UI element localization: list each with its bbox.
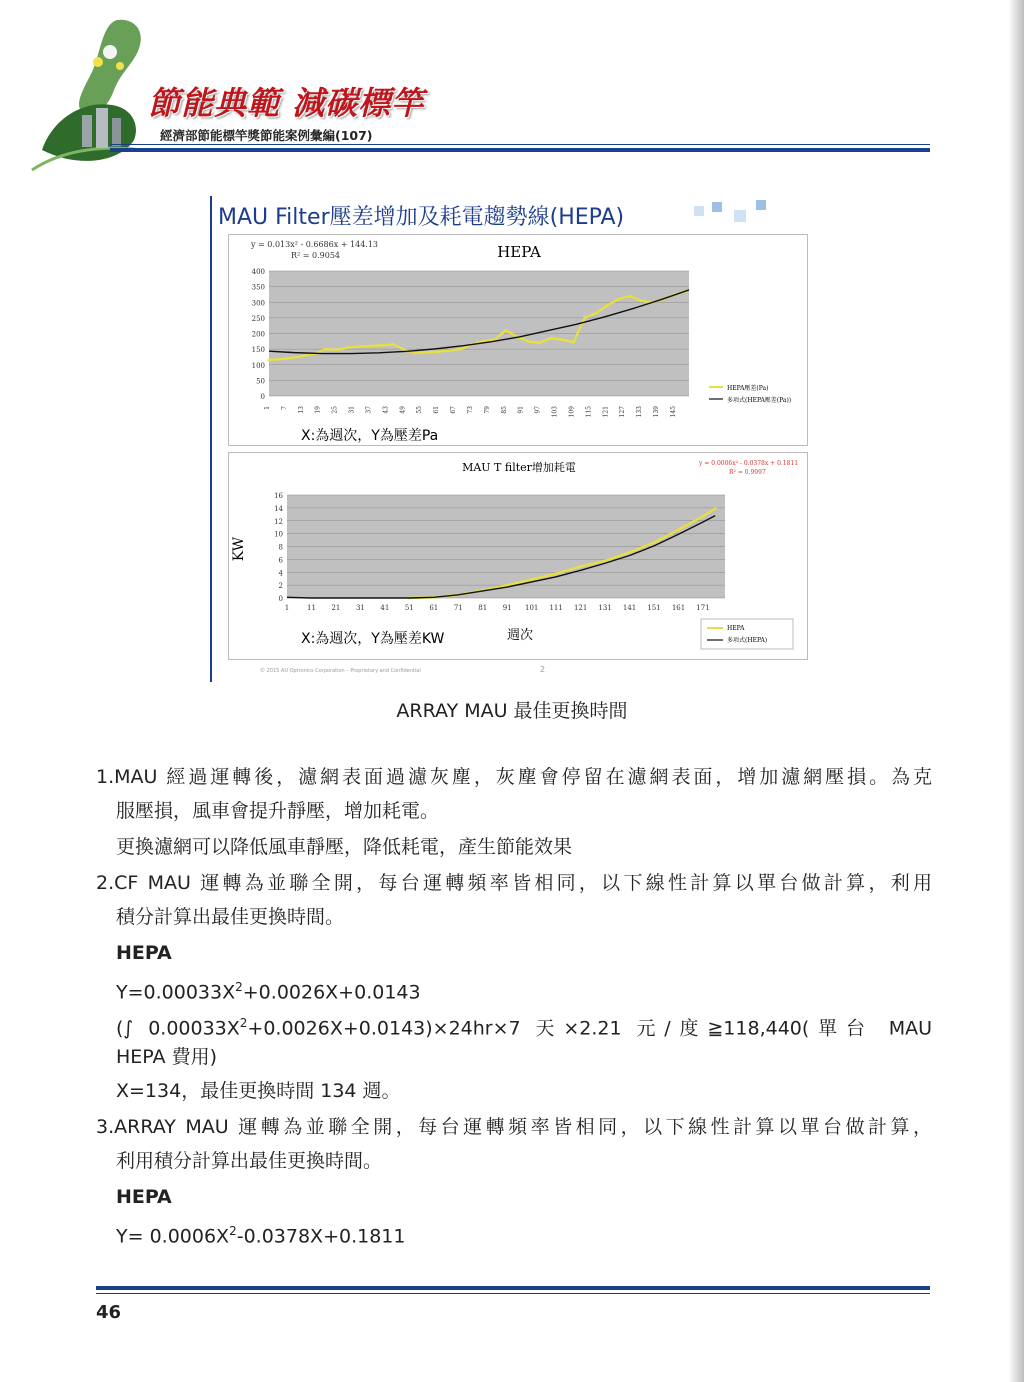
header-rule-thin xyxy=(110,144,930,145)
chart1-ytick-label: 100 xyxy=(251,361,265,370)
p2-line-a: 2.CF MAU 運轉為並聯全開，每台運轉頻率皆相同，以下線性計算以單台做計算，利用 xyxy=(96,872,932,894)
chart2-ytick-label: 16 xyxy=(274,492,283,500)
footer-rule-thin xyxy=(96,1293,930,1294)
chart1-data-point xyxy=(414,351,417,354)
chart2-xtick-label: 21 xyxy=(331,604,341,612)
chart2-data-point xyxy=(653,541,656,544)
figure-panel xyxy=(210,190,812,682)
chart1-data-point xyxy=(347,346,350,349)
decorative-squares xyxy=(694,198,784,224)
p3-line-a: 3.ARRAY MAU 運轉為並聯全開，每台運轉頻率皆相同，以下線性計算以單台做計算， xyxy=(96,1116,932,1138)
figure-title: MAU Filter壓差增加及耗電趨勢線(HEPA) xyxy=(218,205,625,230)
chart1-xtick-label: 103 xyxy=(551,406,559,418)
chart2-title: MAU T filter增加耗電 xyxy=(462,461,576,474)
chart1-xtick-label: 127 xyxy=(619,406,627,418)
chart1-xtick-label: 79 xyxy=(483,406,491,414)
chart1-data-point xyxy=(538,341,541,344)
chart2-legend-data: HEPA xyxy=(727,625,745,632)
chart1-data-point xyxy=(583,316,586,319)
chart1-legend xyxy=(709,384,791,404)
chart1-data-point xyxy=(549,337,552,340)
chart1-title: HEPA xyxy=(497,243,541,261)
chart2-ylabel: KW xyxy=(231,536,247,562)
chart2-ytick-label: 6 xyxy=(278,556,283,565)
chart1-ytick-label: 350 xyxy=(251,283,265,292)
chart2-ytick-label: 4 xyxy=(278,569,283,578)
p3-eq-part-b: -0.0378X+0.1811 xyxy=(236,1225,406,1248)
chart2-ytick-label: 10 xyxy=(274,530,283,539)
chart1-data-point xyxy=(380,344,383,347)
page-header xyxy=(0,0,1024,190)
p2-int-part-a: (∫ 0.00033X xyxy=(116,1017,240,1040)
p3-heading: HEPA xyxy=(116,1186,172,1208)
p2-integral-cont: HEPA 費用) xyxy=(116,1046,217,1068)
chart2-ytick-label: 0 xyxy=(278,595,283,603)
chart2-data-point xyxy=(604,559,607,562)
chart2-xtick-label: 61 xyxy=(429,604,439,612)
brand-title: 節能典範 減碳標竿 xyxy=(148,84,425,122)
chart1-xtick-label: 85 xyxy=(500,406,508,414)
chart2-xlabel: 週次 xyxy=(507,628,534,643)
chart2-xtick-label: 11 xyxy=(307,604,316,612)
chart1-ytick-label: 400 xyxy=(251,268,265,276)
chart2-data-point xyxy=(702,515,705,518)
chart1-ytick-label: 250 xyxy=(251,314,265,323)
chart2-equation: y = 0.0006x² - 0.0378x + 0.1811 xyxy=(699,460,799,467)
chart2-xtick-label: 111 xyxy=(549,604,563,612)
p2-eq-part-a: Y=0.00033X xyxy=(116,981,236,1004)
chart2-ytick-label: 14 xyxy=(274,504,283,513)
chart2-xtick-label: 51 xyxy=(404,604,414,612)
chart1-xtick-label: 139 xyxy=(652,406,660,418)
p1-line-a: 1.MAU 經過運轉後，濾網表面過濾灰塵，灰塵會停留在濾網表面，增加濾網壓損。為克 xyxy=(96,766,932,788)
chart1-data-point xyxy=(301,355,304,358)
chart1-legend-trend: 多項式(HEPA壓差(Pa)) xyxy=(727,397,792,404)
chart2-data-point xyxy=(506,584,509,587)
chart1-ytick-label: 200 xyxy=(251,330,265,339)
chart1-data-point xyxy=(504,329,507,332)
chart1-data-point xyxy=(617,298,620,301)
chart1-data-point xyxy=(324,348,327,351)
chart2-xtick-label: 41 xyxy=(380,604,390,612)
chart2-xtick-label: 161 xyxy=(671,604,686,612)
p2-int-sup: 2 xyxy=(239,1016,248,1030)
figure-footer-page: 2 xyxy=(540,665,546,674)
chart1-data-point xyxy=(527,340,530,343)
chart2-r-squared: R² = 0.9997 xyxy=(729,469,766,476)
chart2-xtick-label: 131 xyxy=(598,604,612,612)
chart1-data-point xyxy=(279,358,282,361)
header-rule-thick xyxy=(110,148,930,152)
p2-result: X=134，最佳更換時間 134 週。 xyxy=(116,1080,401,1102)
p2-equation xyxy=(116,970,421,1009)
chart1-xtick-label: 61 xyxy=(433,406,441,414)
p1-line-c: 更換濾網可以降低風車靜壓，降低耗電，產生節能效果 xyxy=(116,836,573,858)
mau-power-chart xyxy=(228,452,808,660)
figure-left-border xyxy=(210,196,212,682)
chart1-data-point xyxy=(437,350,440,353)
page-edge-shadow xyxy=(1008,0,1024,1382)
chart1-xtick-label: 55 xyxy=(416,406,424,414)
p3-eq-part-a: Y= 0.0006X xyxy=(116,1225,230,1248)
chart1-note: X:為週次，Y為壓差Pa xyxy=(301,428,439,444)
p2-integral xyxy=(116,1006,932,1045)
chart1-xtick-label: 13 xyxy=(297,406,305,414)
chart1-equation: y = 0.013x² - 0.6686x + 144.13 xyxy=(251,240,379,249)
chart1-data-point xyxy=(369,345,372,348)
chart2-legend-trend: 多項式(HEPA) xyxy=(727,637,768,644)
chart2-xtick-label: 91 xyxy=(502,604,512,612)
chart1-xtick-label: 97 xyxy=(534,406,542,414)
chart2-xtick-label: 171 xyxy=(696,604,710,612)
chart2-data-point xyxy=(579,565,582,568)
chart1-xtick-label: 49 xyxy=(399,406,407,414)
chart2-xtick-label: 151 xyxy=(647,604,661,612)
chart1-xtick-label: 37 xyxy=(365,406,373,414)
chart1-xtick-label: 115 xyxy=(585,406,593,418)
chart2-xtick-label: 81 xyxy=(478,604,488,612)
chart1-ytick-label: 50 xyxy=(256,377,265,386)
hepa-pressure-chart xyxy=(228,234,808,446)
chart1-xtick-label: 133 xyxy=(636,406,644,418)
chart1-xtick-label: 43 xyxy=(382,406,390,414)
chart2-note: X:為週次，Y為壓差KW xyxy=(301,631,445,647)
p2-int-part-b: +0.0026X+0.0143)×24hr×7 天×2.21 元/度≧118,440(單台 MAU xyxy=(247,1017,932,1040)
chart2-ytick-label: 2 xyxy=(278,582,283,591)
p3-line-b: 利用積分計算出最佳更換時間。 xyxy=(116,1150,383,1172)
chart2-xtick-label: 101 xyxy=(525,604,539,612)
p1-line-b: 服壓損，風車會提升靜壓，增加耗電。 xyxy=(116,800,440,822)
chart1-xtick-label: 91 xyxy=(517,406,525,414)
p3-eq-sup: 2 xyxy=(229,1224,237,1238)
chart1-xtick-label: 31 xyxy=(348,406,356,414)
chart1-data-point xyxy=(392,343,395,346)
chart2-xtick-label: 71 xyxy=(453,604,463,612)
chart1-xtick-label: 73 xyxy=(466,406,474,414)
chart1-data-point xyxy=(290,356,293,359)
chart1-xtick-label: 67 xyxy=(450,406,458,414)
chart2-xtick-label: 141 xyxy=(622,604,637,612)
chart1-data-point xyxy=(448,349,451,352)
chart1-data-point xyxy=(268,359,271,362)
chart2-ytick-label: 8 xyxy=(278,543,283,552)
chart1-data-point xyxy=(640,299,643,302)
p2-line-b: 積分計算出最佳更換時間。 xyxy=(116,906,345,928)
p2-eq-part-b: +0.0026X+0.0143 xyxy=(242,981,421,1004)
chart2-xtick-label: 31 xyxy=(355,604,365,612)
chart1-xtick-label: 1 xyxy=(264,406,271,410)
chart1-data-point xyxy=(606,304,609,307)
page-number: 46 xyxy=(96,1302,122,1323)
chart2-data-point xyxy=(555,572,558,575)
p2-eq-sup: 2 xyxy=(235,980,243,994)
chart2-data-point xyxy=(628,551,631,554)
chart1-xtick-label: 25 xyxy=(331,406,339,414)
chart1-data-point xyxy=(628,295,631,298)
chart1-data-point xyxy=(595,312,598,315)
chart1-r-squared: R² = 0.9054 xyxy=(291,251,341,260)
brand-subtitle: 經濟部節能標竿獎節能案例彙編(107) xyxy=(160,128,373,143)
chart1-ytick-label: 150 xyxy=(251,346,265,355)
chart1-ytick-label: 0 xyxy=(260,393,265,401)
p2-heading: HEPA xyxy=(116,942,172,964)
chart1-xtick-label: 7 xyxy=(280,406,288,410)
chart1-data-point xyxy=(459,348,462,351)
chart2-xtick-label: 1 xyxy=(284,604,290,612)
chart1-xtick-label: 121 xyxy=(602,406,610,418)
chart1-xtick-label: 19 xyxy=(314,406,322,414)
figure-footer-note: © 2015 AU Optronics Corporation – Proprietary and Confidential xyxy=(260,668,421,674)
chart1-xtick-label: 145 xyxy=(669,406,677,418)
chart2-ytick-label: 12 xyxy=(274,517,283,526)
chart2-data-point xyxy=(677,528,680,531)
chart2-legend xyxy=(701,619,793,649)
chart2-data-point xyxy=(530,578,533,581)
chart1-data-point xyxy=(335,348,338,351)
chart2-data-point xyxy=(714,507,717,510)
chart1-legend-data: HEPA壓差(Pa) xyxy=(727,385,769,392)
chart1-data-point xyxy=(425,351,428,354)
p3-equation xyxy=(116,1214,405,1253)
chart1-data-point xyxy=(358,345,361,348)
figure-caption: ARRAY MAU 最佳更換時間 xyxy=(396,700,628,722)
chart1-data-point xyxy=(572,341,575,344)
chart2-xtick-label: 121 xyxy=(573,604,588,612)
footer-rule-thick xyxy=(96,1286,930,1290)
chart1-xtick-label: 109 xyxy=(568,406,576,418)
chart1-data-point xyxy=(561,338,564,341)
chart1-ytick-label: 300 xyxy=(251,299,265,308)
